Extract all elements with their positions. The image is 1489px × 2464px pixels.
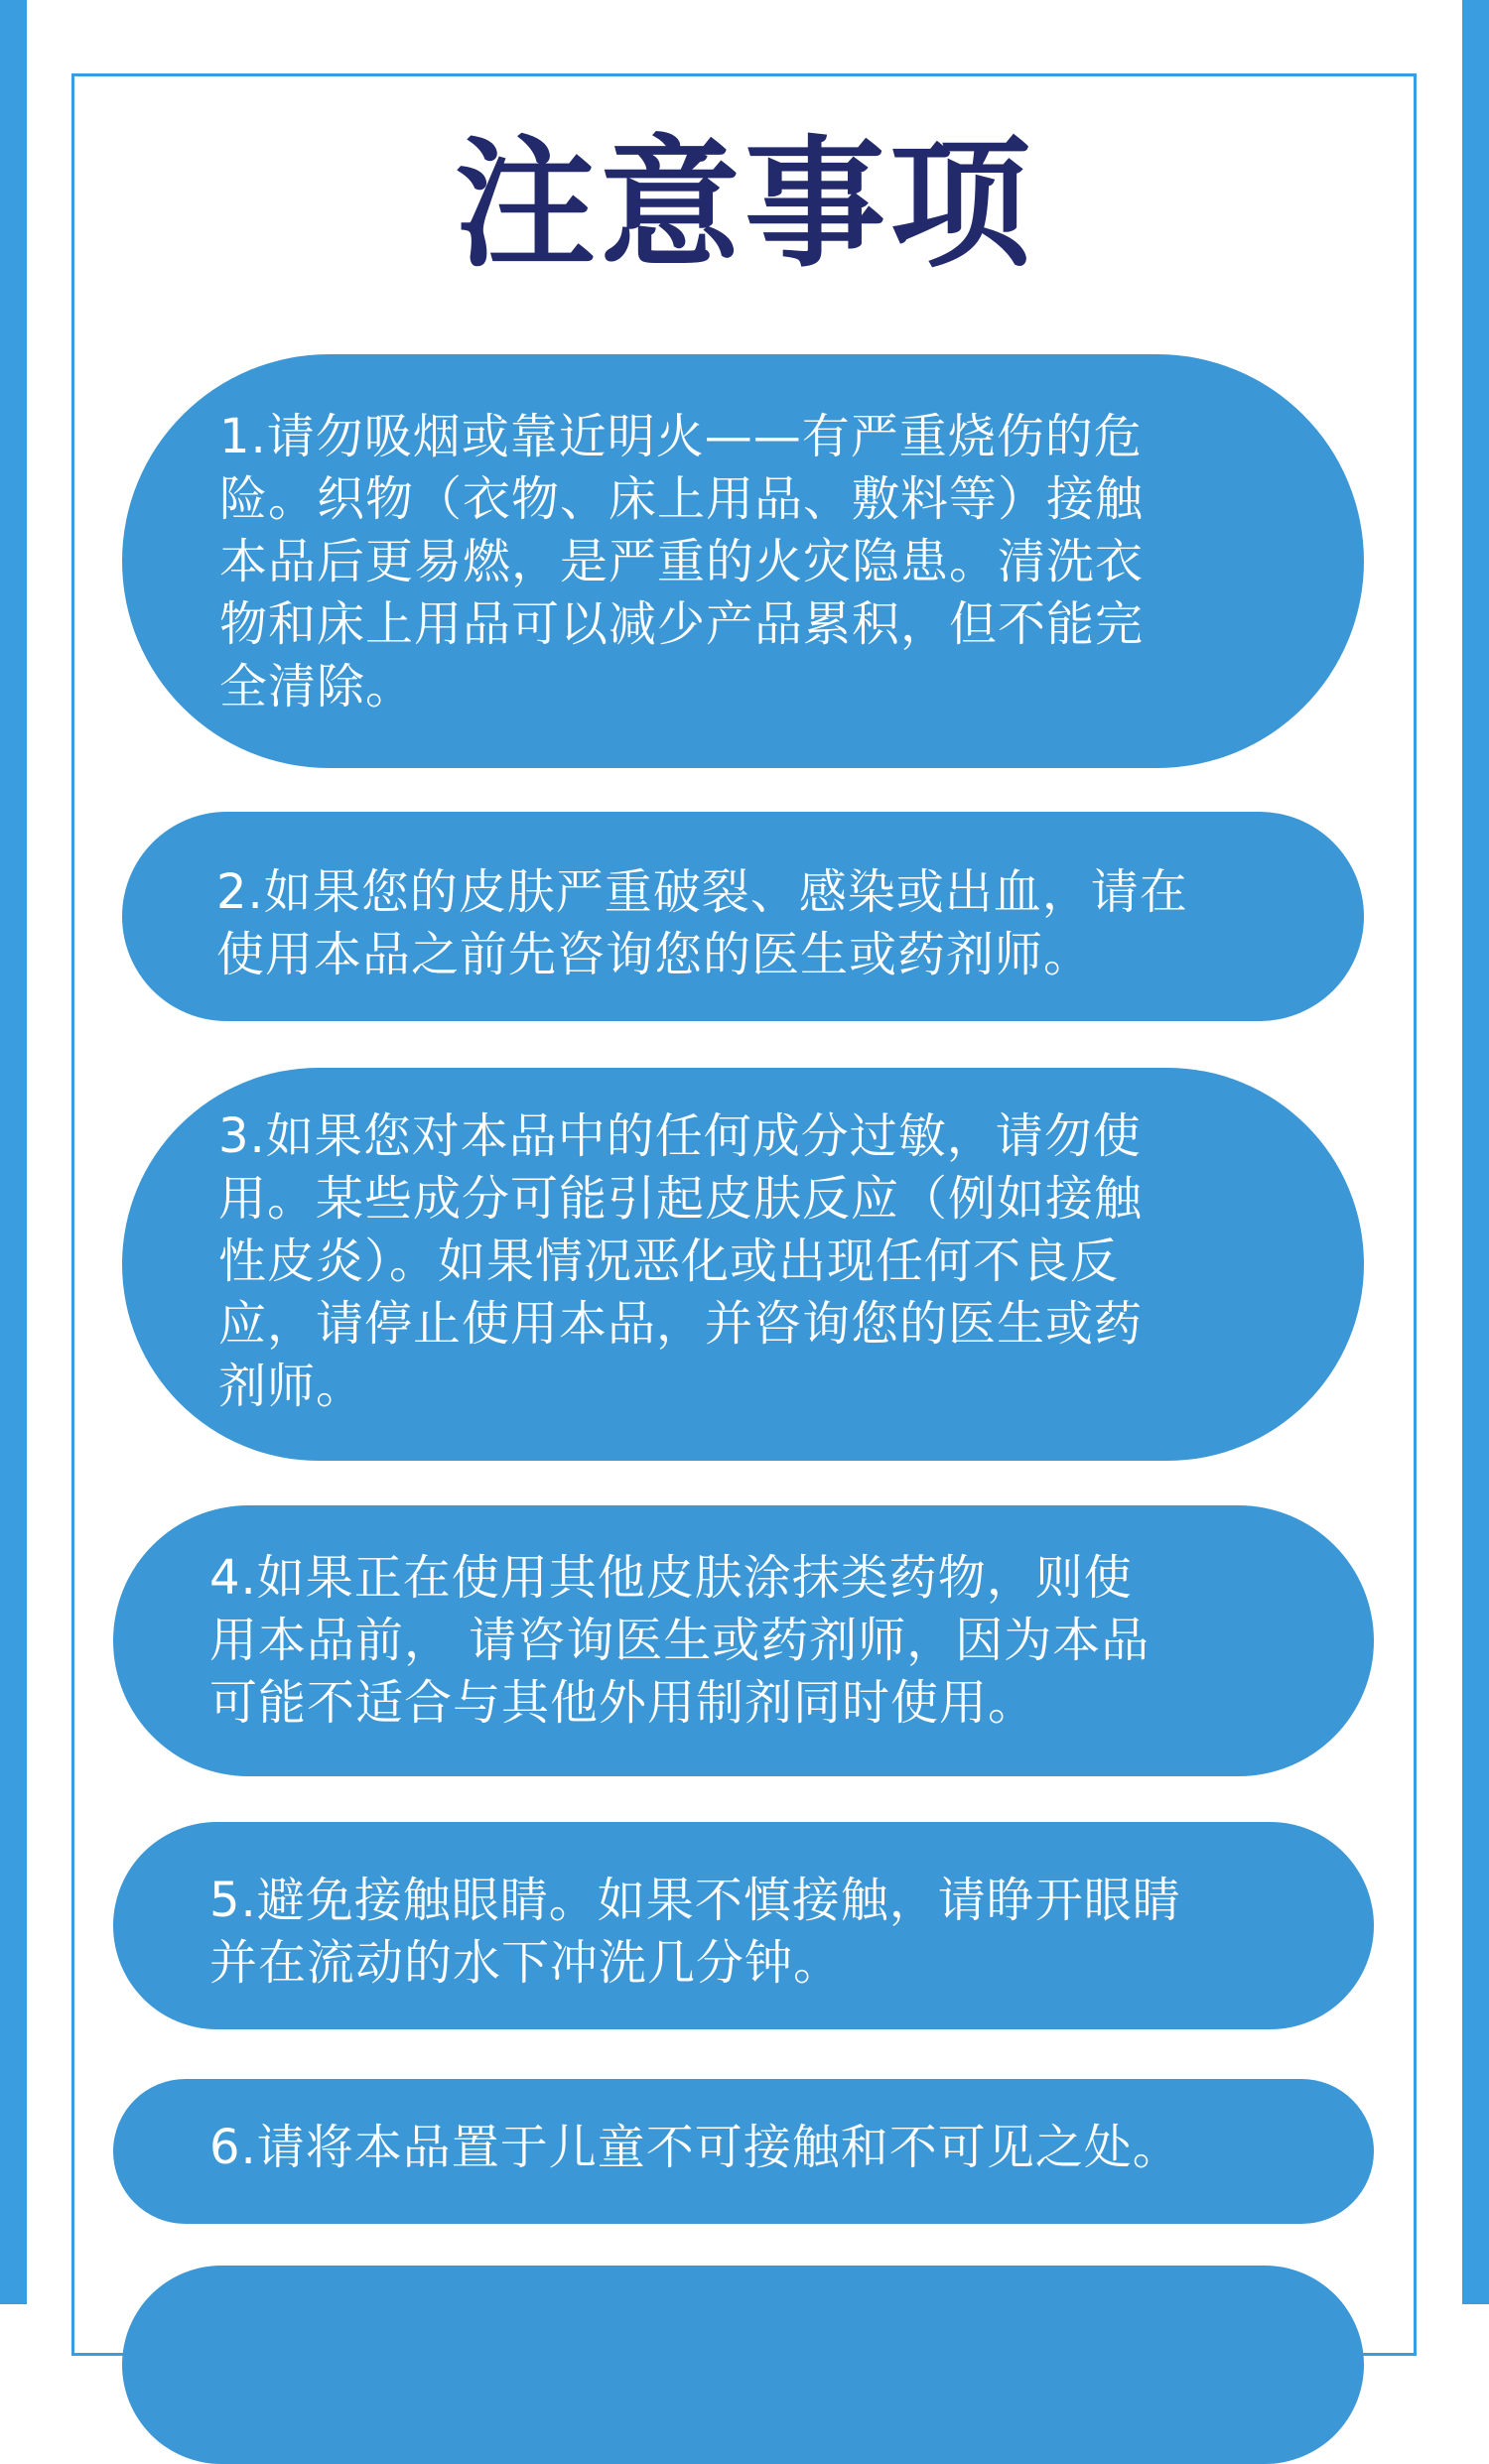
notice-line: 本品后更易燃，是严重的火灾隐患。清洗衣 <box>219 534 1145 589</box>
notice-line: 1.请勿吸烟或靠近明火——有严重烧伤的危 <box>219 409 1143 464</box>
notice-7-partial <box>122 2266 1364 2464</box>
notice-line: 全清除。 <box>219 659 415 714</box>
notice-line: 用本品前， 请咨询医生或药剂师，因为本品 <box>209 1613 1151 1668</box>
notice-line: 并在流动的水下冲洗几分钟。 <box>209 1935 843 1991</box>
right-accent-bar <box>1462 0 1489 2304</box>
left-accent-bar <box>0 0 27 2304</box>
notice-line: 使用本品之前先咨询您的医生或药剂师。 <box>216 927 1093 982</box>
notice-2 <box>122 812 1364 1021</box>
notice-line: 3.如果您对本品中的任何成分过敏，请勿使 <box>218 1108 1142 1164</box>
notice-6 <box>113 2079 1374 2224</box>
notice-1 <box>122 354 1364 768</box>
notice-line: 性皮炎）。如果情况恶化或出现任何不良反 <box>218 1233 1120 1289</box>
notice-line: 险。织物（衣物、床上用品、敷料等）接触 <box>219 471 1145 527</box>
notice-line: 应，请停止使用本品，并咨询您的医生或药 <box>218 1296 1144 1352</box>
notice-line: 6.请将本品置于儿童不可接触和不可见之处。 <box>209 2120 1181 2175</box>
notice-3 <box>122 1068 1364 1461</box>
page-title: 注意事项 <box>455 123 1034 287</box>
notice-line: 4.如果正在使用其他皮肤涂抹类药物，则使 <box>209 1550 1133 1606</box>
notice-line: 物和床上用品可以减少产品累积，但不能完 <box>219 596 1145 652</box>
notice-line: 剂师。 <box>218 1359 365 1414</box>
notice-line: 用。某些成分可能引起皮肤反应（例如接触 <box>218 1171 1144 1227</box>
notice-5 <box>113 1822 1374 2029</box>
notice-4 <box>113 1505 1374 1776</box>
notice-line: 可能不适合与其他外用制剂同时使用。 <box>209 1675 1037 1731</box>
notice-line: 5.避免接触眼睛。如果不慎接触，请睁开眼睛 <box>209 1873 1181 1928</box>
notice-line: 2.如果您的皮肤严重破裂、感染或出血，请在 <box>216 864 1188 920</box>
